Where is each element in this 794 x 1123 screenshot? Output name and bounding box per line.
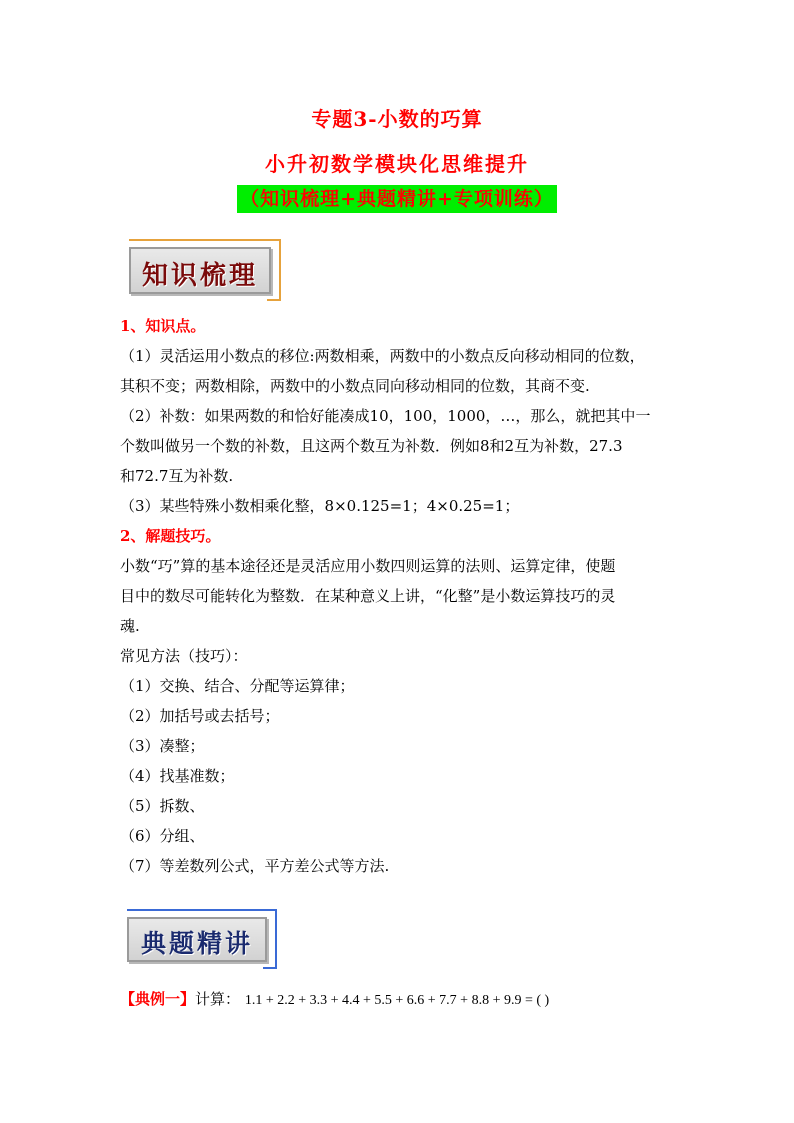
section-banner-label: 知识梳理 xyxy=(141,261,258,291)
paragraph-line: 其积不变；两数相除，两数中的小数点同向移动相同的位数，其商不变. xyxy=(120,377,590,395)
method-item: （6）分组、 xyxy=(120,827,205,845)
paragraph-line: 目中的数尽可能转化为整数．在某种意义上讲，“化整”是小数运算技巧的灵 xyxy=(120,587,616,605)
knowledge-section xyxy=(120,311,680,881)
method-item: （1）交换、结合、分配等运算律； xyxy=(120,677,355,695)
paragraph-line: 小数“巧”算的基本途径还是灵活应用小数四则运算的法则、运算定律，使题 xyxy=(120,557,616,575)
paragraph-line: （3）某些特殊小数相乘化整，8×0.125=1；4×0.25=1； xyxy=(120,497,520,515)
section-banner-examples xyxy=(127,917,267,962)
section-banner-label: 典题精讲 xyxy=(140,929,253,958)
doc-subtitle: 小升初数学模块化思维提升 xyxy=(265,152,529,176)
heading-knowledge-points: 1、知识点。 xyxy=(120,317,206,335)
method-item: （5）拆数、 xyxy=(120,797,205,815)
method-item: （3）凑整； xyxy=(120,737,205,755)
example-one xyxy=(120,987,549,1013)
paragraph-line: （2）补数：如果两数的和恰好能凑成10，100，1000，…，那么，就把其中一 xyxy=(120,407,651,425)
method-item: （4）找基准数； xyxy=(120,767,235,785)
doc-title: 专题3-小数的巧算 xyxy=(311,107,483,131)
paragraph-line: 魂. xyxy=(120,617,140,635)
method-item: （7）等差数列公式，平方差公式等方法. xyxy=(120,857,390,875)
heading-solving-tips: 2、解题技巧。 xyxy=(120,527,221,545)
paragraph-line: 和72.7互为补数. xyxy=(120,467,234,485)
paragraph-line: （1）灵活运用小数点的移位:两数相乘，两数中的小数点反向移动相同的位数， xyxy=(120,347,645,365)
section-banner-knowledge xyxy=(129,247,271,294)
example-tag: 【典例一】 xyxy=(120,990,196,1008)
doc-tagline: （知识梳理+典题精讲+专项训练） xyxy=(237,185,557,213)
example-lead: 计算： xyxy=(195,990,241,1008)
paragraph-line: 个数叫做另一个数的补数，且这两个数互为补数．例如8和2互为补数，27.3 xyxy=(120,437,623,455)
method-item: （2）加括号或去括号； xyxy=(120,707,280,725)
methods-title: 常见方法（技巧）： xyxy=(120,647,248,665)
example-expression: 1.1 + 2.2 + 3.3 + 4.4 + 5.5 + 6.6 + 7.7 + 8.8 + 9.9 = ( ) xyxy=(244,993,550,1008)
